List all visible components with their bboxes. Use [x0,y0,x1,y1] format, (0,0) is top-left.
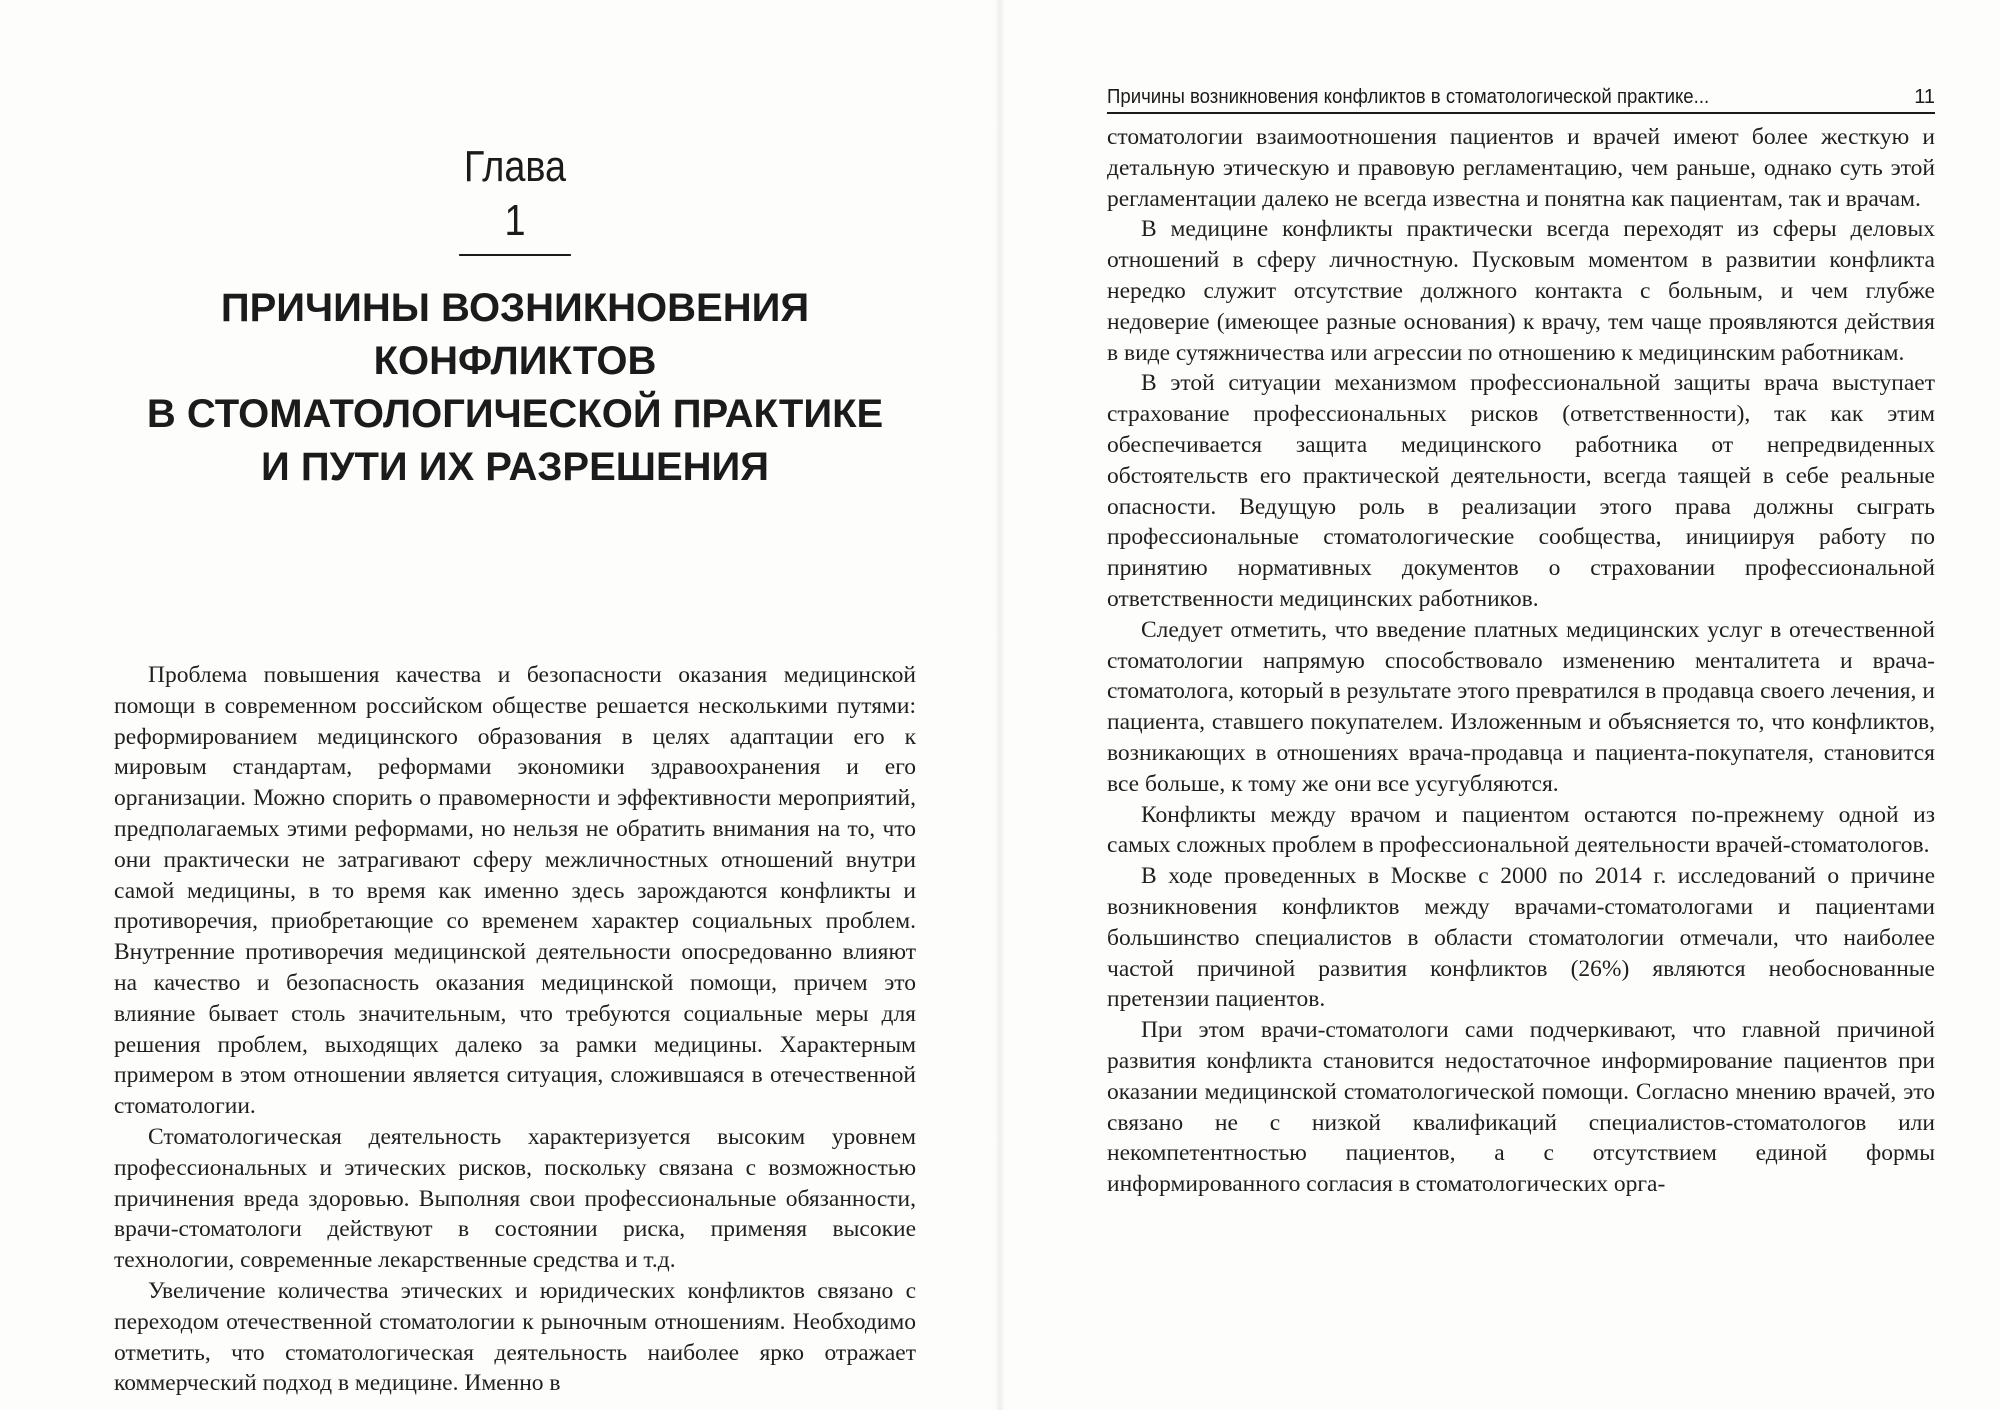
paragraph: Конфликты между врачом и пациентом остаются по-прежнему одной из самых сложных проблем в профессиональной деятельности врачей-стоматологов. [1107,801,1935,859]
right-page [1000,0,2000,1410]
chapter-label: Глава 1 [459,140,571,256]
running-title: Причины возникновения конфликтов в стоматологической практике... [1107,86,1710,108]
paragraph: Следует отметить, что введение платных медицинских услуг в отечественной стоматологии напрямую способствовало изменению менталитета и врача-стоматолога, который в результате этого превратился в продавца своего лечения, и пациента, ставшего покупателем. Изложенным и объясняется то, что конфликтов, возникающих в отношениях врача-продавца и пациента-покупателя, становится все больше, к тому же они все усугубляются. [1107,616,1935,797]
page-number: 11 [1914,86,1935,108]
paragraph: В медицине конфликты практически всегда переходят из сферы деловых отношений в сферу личностную. Пусковым моментом в развитии конфликта нередко служит отсутствие должного контакта с больным, и чем глубже недоверие (имеющее разные основания) к врачу, тем чаще проявляются действия в виде сутяжничества или агрессии по отношению к медицинским работникам. [1107,216,1935,366]
chapter-title-line: ПРИЧИНЫ ВОЗНИКНОВЕНИЯ [220,286,810,330]
chapter-title-line: КОНФЛИКТОВ [373,339,657,383]
chapter-title [114,282,916,494]
left-body-text [114,660,916,1399]
paragraph: При этом врачи-стоматологи сами подчеркивают, что главной причиной развития конфликта становится недостаточное информирование пациентов при оказании медицинской стоматологической помощи. Согласно мнению врачей, это связано не с низкой квалификаций специалистов-стоматологов или некомпетентностью пациентов, а с отсутствием единой формы информированного согласия в стоматологических орга- [1107,1017,1935,1198]
paragraph: Увеличение количества этических и юридических конфликтов связано с переходом отечественной стоматологии к рыночным отношениям. Необходимо отметить, что стоматологическая деятельность наиболее ярко отражает коммерческий подход в медицине. Именно в [114,1277,916,1397]
chapter-title-line: В СТОМАТОЛОГИЧЕСКОЙ ПРАКТИКЕ [146,392,884,436]
paragraph-continued: стоматологии взаимоотношения пациентов и врачей имеют более жесткую и детальную этическую и правовую регламентацию, чем раньше, однако суть этой регламентации далеко не всегда известна и понятна как пациентам, так и врачам. [1107,124,1935,212]
right-body-text [1107,122,1935,1200]
chapter-title-line: И ПУТИ ИХ РАЗРЕШЕНИЯ [260,445,770,489]
paragraph: В этой ситуации механизмом профессиональной защиты врача выступает страхование профессиональных рисков (ответственности), так как этим обеспечивается защита медицинского работника от непредвиденных обстоятельств его практической деятельности, всегда таящей в себе реальные опасности. Ведущую роль в реализации этого права должны сыграть профессиональные стоматологические сообщества, инициируя работу по принятию нормативных документов о страховании профессиональной ответственности медицинских работников. [1107,370,1935,612]
running-header [1107,84,1935,114]
paragraph: Проблема повышения качества и безопасности оказания медицинской помощи в современном российском обществе решается несколькими путями: реформированием медицинского образования в целях адаптации его к мировым стандартам, реформами экономики здравоохранения и его организации. Можно спорить о правомерности и эффективности мероприятий, предполагаемых этими реформами, но нельзя не обратить внимания на то, что они практически не затрагивают сферу межличностных отношений внутри самой медицины, в то время как именно здесь зарождаются конфликты и противоречия, приобретающие со временем характер социальных проблем. Внутренние противоречия медицинской деятельности опосредованно влияют на качество и безопасность оказания медицинской помощи, причем это влияние бывает столь значительным, что требуются социальные меры для решения проблем, выходящих далеко за рамки медицины. Характерным примером в этом отношении является ситуация, сложившаяся в отечественной стоматологии. [114,662,916,1120]
paragraph: Стоматологическая деятельность характеризуется высоким уровнем профессиональных и этических рисков, поскольку связана с возможностью причинения вреда здоровью. Выполняя свои профессиональные обязанности, врачи-стоматологи действуют в состоянии риска, применяя высокие технологии, современные лекарственные средства и т.д. [114,1123,916,1274]
paragraph: В ходе проведенных в Москве с 2000 по 2014 г. исследований о причине возникновения конфликтов между врачами-стоматологами и пациентами большинство специалистов в области стоматологии отмечали, что наиболее частой причиной развития конфликтов (26%) являются необоснованные претензии пациентов. [1107,863,1935,1013]
